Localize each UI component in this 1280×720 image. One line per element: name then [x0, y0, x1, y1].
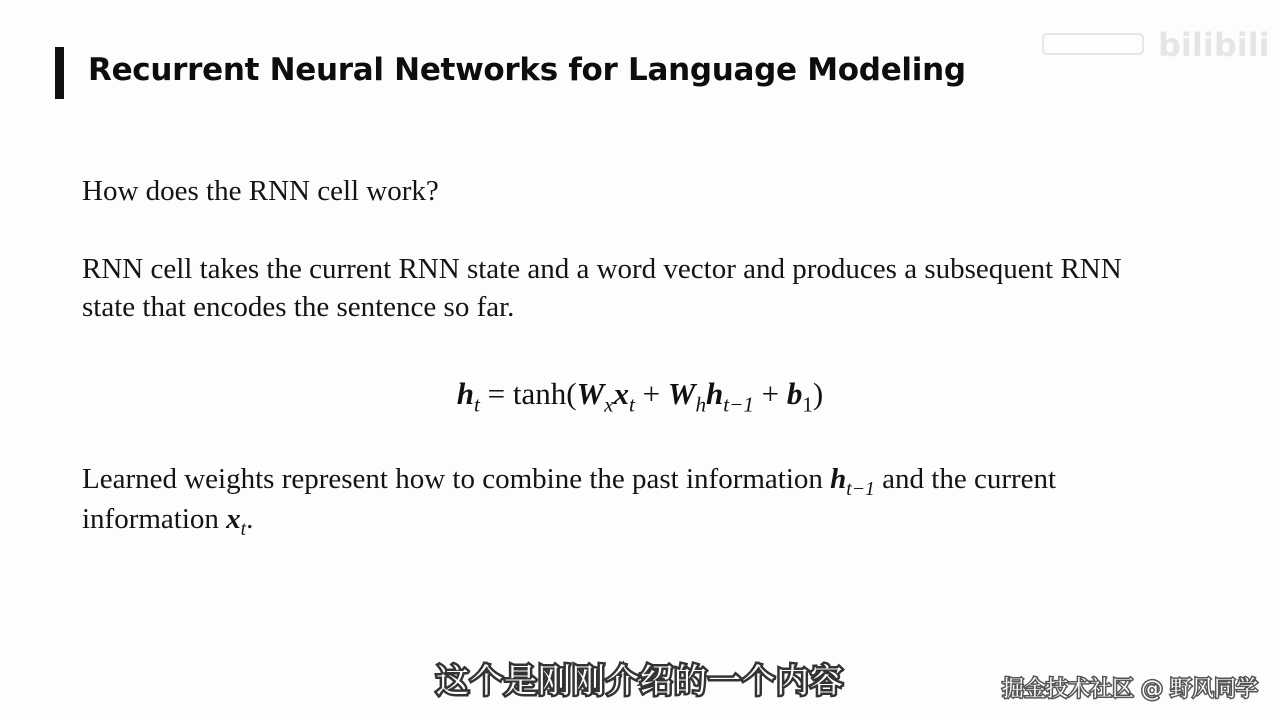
eq-x: x [613, 376, 630, 411]
uploader-credit: 掘金技术社区 @ 野风同学 [1002, 677, 1258, 702]
learned-x-sub: t [240, 517, 247, 540]
learned-line-1 [82, 460, 1056, 498]
learned-text-2: information [82, 503, 227, 535]
learned-tail-2: . [246, 503, 254, 535]
learned-line-2 [82, 500, 253, 538]
eq-wh-sub: h [695, 392, 706, 417]
eq-b-sub: 1 [802, 392, 813, 417]
learned-text-1: Learned weights represent how to combine the past information [82, 463, 831, 495]
eq-h: h [456, 376, 475, 411]
eq-close: ) [812, 376, 824, 411]
description-line-2: state that encodes the sentence so far. [82, 291, 515, 323]
eq-wh: W [667, 376, 696, 411]
bilibili-logo-icon [1038, 24, 1270, 64]
watermark-text: bilibili [1158, 26, 1270, 64]
eq-h-prev: h [705, 376, 724, 411]
question-text: How does the RNN cell work? [82, 175, 439, 207]
eq-tanh: = tanh( [487, 376, 577, 411]
learned-h-sub: t−1 [846, 477, 875, 500]
eq-wx: W [576, 376, 605, 411]
eq-h-sub: t [474, 392, 480, 417]
learned-h: h [830, 463, 847, 495]
eq-x-sub: t [629, 392, 635, 417]
rnn-equation [0, 376, 1280, 417]
eq-b: b [786, 376, 803, 411]
learned-tail-1: and the current [874, 463, 1057, 495]
title-accent-bar [55, 47, 64, 99]
description-line-1: RNN cell takes the current RNN state and a word vector and produces a subsequent RNN [82, 253, 1122, 285]
eq-h-prev-sub: t−1 [723, 392, 754, 417]
eq-wx-sub: x [604, 392, 614, 417]
learned-x: x [226, 503, 241, 535]
video-subtitle: 这个是刚刚介绍的一个内容 [436, 661, 844, 700]
slide-title: Recurrent Neural Networks for Language Modeling [88, 52, 966, 88]
eq-plus-2: + [753, 376, 787, 411]
eq-plus-1: + [634, 376, 668, 411]
